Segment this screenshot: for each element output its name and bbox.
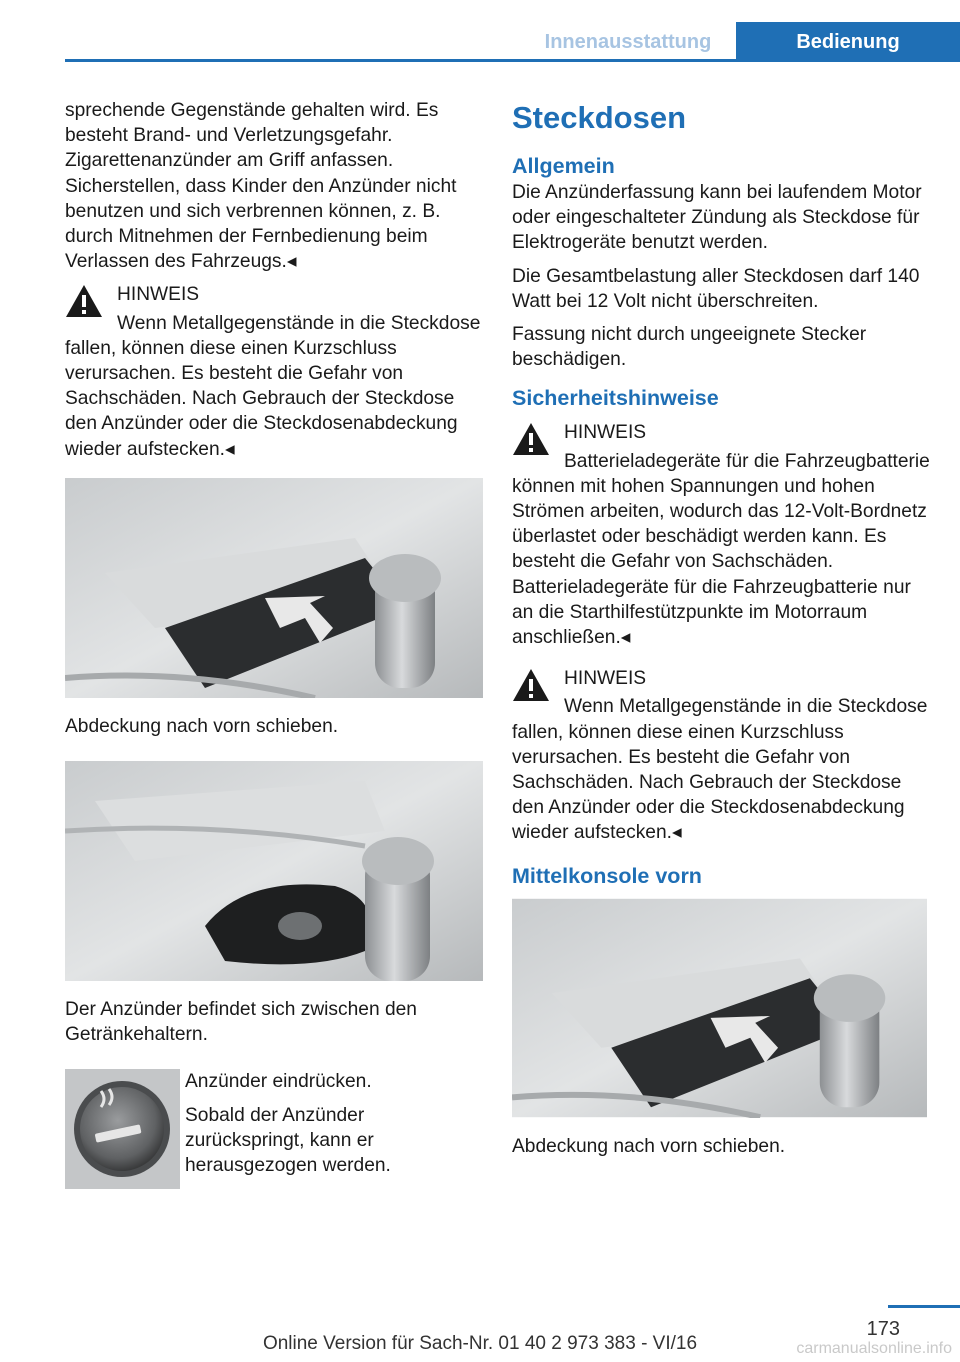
right-column — [512, 98, 930, 1167]
subheading-safety: Sicherheitshinweise — [512, 386, 719, 411]
cupholder-lighter-photo — [65, 761, 483, 981]
lighter-instruction — [65, 1069, 483, 1189]
warning-label: HINWEIS — [564, 668, 647, 690]
header-section-title: Innenausstattung — [544, 31, 712, 53]
front-console-photo — [512, 898, 927, 1118]
warning-triangle-icon — [512, 422, 550, 456]
caption-cover: Abdeckung nach vorn schieben. — [65, 715, 339, 737]
general-paragraph-2: Die Gesamtbelastung aller Steckdosen darf 140 Watt bei 12 Volt nicht überschreiten. — [512, 265, 920, 312]
warning-text: Wenn Metallgegenstände in die Steckdose fallen, können diese einen Kurzschluss verursachen. Es besteht die Gefahr von Sachschäden. Nach Gebrauch der Steckdose den Anzünder oder die Steckdosenabdeckung wieder aufstecken.◂ — [65, 312, 481, 460]
general-paragraph-1: Die Anzünderfassung kann bei laufendem Motor oder eingeschalteter Zündung als Steckdose für Elektrogeräte benutzt werden. — [512, 182, 922, 254]
warning-triangle-icon — [65, 284, 103, 318]
warning-text: Wenn Metallgegenstände in die Steckdose fallen, können diese einen Kurzschluss verursachen. Es besteht die Gefahr von Sachschäden. Nach Gebrauch der Steckdose den Anzünder oder die Steckdosenabdeckung wieder aufstecken.◂ — [512, 696, 928, 844]
lighter-step-press: Anzünder eindrücken. — [185, 1071, 372, 1093]
warning-triangle-icon — [512, 668, 550, 702]
footer-rule — [888, 1305, 960, 1308]
warning-label: HINWEIS — [564, 422, 647, 444]
cigarette-lighter-icon — [65, 1069, 180, 1189]
left-column — [65, 98, 483, 1189]
intro-paragraph: sprechende Gegenstände gehalten wird. Es besteht Brand- und Verletzungsgefahr. Zigarettenanzünder am Griff anfassen. Sicherstellen, dass Kinder den Anzünder nicht benutzen und sich verbrennen können, z. B. durch Mitnehmen der Fernbedienung beim Verlassen des Fahrzeugs.◂ — [65, 100, 457, 273]
console-cover-photo — [65, 478, 483, 698]
caption-front-console: Abdeckung nach vorn schieben. — [512, 1135, 786, 1157]
page-header — [0, 0, 960, 62]
subheading-front-console: Mittelkonsole vorn — [512, 863, 702, 888]
page-number: 173 — [866, 1318, 900, 1340]
watermark: carmanualsonline.info — [796, 1340, 952, 1357]
warning-note — [65, 282, 483, 461]
subheading-general: Allgemein — [512, 154, 615, 178]
footer-online-version: Online Version für Sach-Nr. 01 40 2 973 383 - VI/16 — [262, 1333, 698, 1354]
warning-note-metal — [512, 666, 930, 845]
section-title: Steckdosen — [512, 100, 687, 135]
warning-label: HINWEIS — [117, 284, 200, 306]
header-chapter-tab: Bedienung — [736, 22, 960, 62]
lighter-step-remove: Sobald der Anzünder zurückspringt, kann er herausgezogen werden. — [185, 1104, 391, 1177]
general-paragraph-3: Fassung nicht durch ungeeignete Stecker beschädigen. — [512, 324, 867, 371]
warning-note-charger — [512, 420, 930, 650]
header-rule — [65, 59, 960, 62]
caption-lighter-location: Der Anzünder befindet sich zwischen den Getränkehaltern. — [65, 999, 417, 1046]
warning-text: Batterieladegeräte für die Fahrzeugbatterie können mit hohen Spannungen und hohen Strömen arbeiten, wodurch das 12-Volt-Bordnetz überlastet oder beschädigt werden kann. Es besteht die Gefahr von Sachschäden. Batterieladegeräte für die Fahrzeugbatterie nur an die Starthilfestützpunkte im Motorraum anschließen.◂ — [512, 450, 930, 649]
